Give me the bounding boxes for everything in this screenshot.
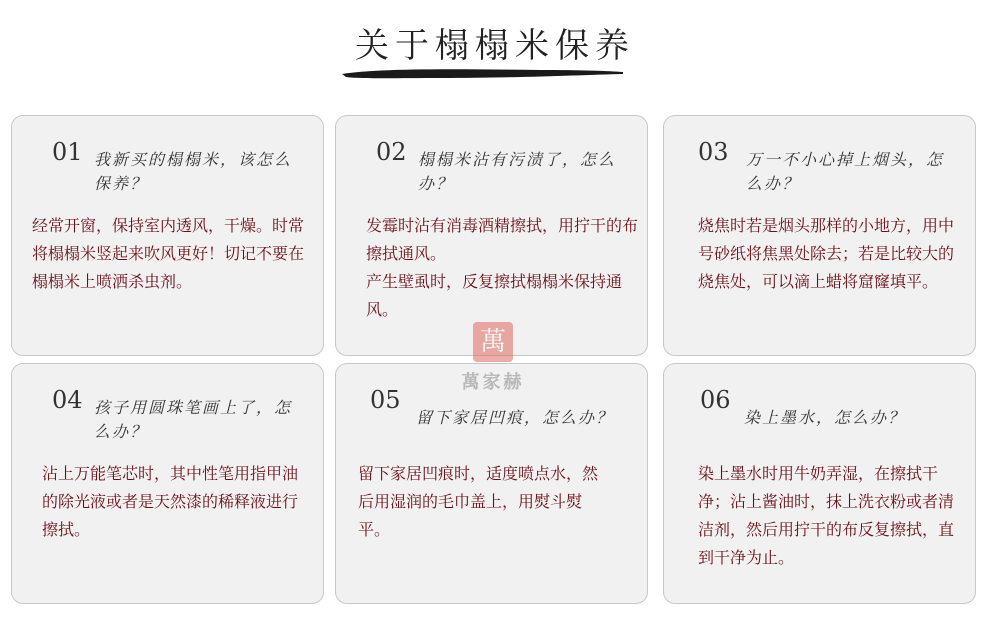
answer-text: 染上墨水时用牛奶弄湿，在擦拭干净；沾上酱油时，抹上洗衣粉或者清洁剂，然后用拧干的布反复擦拭，直到干净为止。 (698, 464, 955, 567)
answer-text: 产生壁虱时，反复擦拭榻榻米保持通风。 (366, 272, 623, 319)
answer-text: 沾上万能笔芯时，其中性笔用指甲油的除光液或者是天然漆的稀释液进行擦拭。 (42, 464, 299, 539)
card-03 (663, 115, 976, 356)
card-number: 03 (698, 138, 729, 166)
seal-logo: 萬 (473, 322, 513, 362)
card-06 (663, 363, 976, 604)
card-04 (11, 363, 324, 604)
card-question: 万一不小心掉上烟头，怎么办？ (746, 150, 945, 193)
card-answer (358, 460, 613, 544)
answer-text: 发霉时沾有消毒酒精擦拭，用拧干的布擦拭通风。 (366, 216, 639, 263)
brush-stroke-divider (340, 66, 625, 80)
card-question: 留下家居凹痕，怎么办？ (416, 408, 615, 427)
card-number: 04 (52, 386, 83, 414)
answer-text: 留下家居凹痕时，适度喷点水，然后用湿润的毛巾盖上，用熨斗熨平。 (358, 464, 599, 539)
page-title: 关于榻榻米保养 (355, 26, 635, 66)
card-number: 05 (370, 386, 401, 414)
card-number: 06 (700, 386, 731, 414)
card-02 (335, 115, 648, 356)
card-question: 我新买的榻榻米，该怎么保养？ (94, 150, 293, 193)
card-number: 01 (52, 138, 83, 166)
card-question: 孩子用圆珠笔画上了，怎么办？ (94, 398, 293, 441)
answer-text: 烧焦时若是烟头那样的小地方，用中号砂纸将焦黑处除去；若是比较大的烧焦处，可以滴上蜡将窟窿填平。 (698, 216, 955, 291)
answer-text: 经常开窗，保持室内透风，干燥。时常将榻榻米竖起来吹风更好！切记不要在榻榻米上喷洒杀虫剂。 (32, 216, 305, 291)
watermark-text: 萬家赫 (461, 372, 525, 393)
card-answer (698, 212, 958, 296)
brand-watermark (448, 322, 538, 400)
card-question: 染上墨水，怎么办？ (744, 408, 907, 427)
card-question: 榻榻米沾有污渍了，怎么办？ (418, 150, 617, 193)
card-answer (366, 212, 641, 324)
card-number: 02 (376, 138, 407, 166)
card-answer (698, 460, 958, 572)
card-answer (32, 212, 307, 296)
card-answer (42, 460, 307, 544)
card-01 (11, 115, 324, 356)
